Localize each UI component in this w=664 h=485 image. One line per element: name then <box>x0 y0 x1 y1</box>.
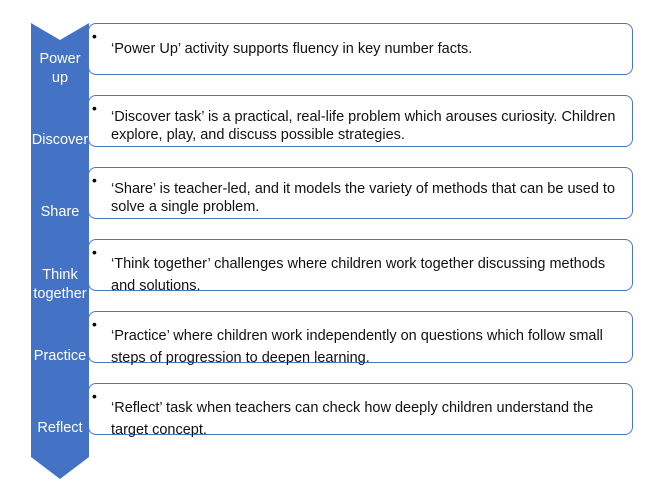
chevron-label-line: Think <box>42 267 78 283</box>
chevron-reflect <box>31 383 89 455</box>
chevron-practice <box>31 311 89 383</box>
step-reflect <box>0 383 664 455</box>
chevron-label-line: Discover <box>31 132 89 148</box>
step-share <box>0 167 664 239</box>
chevron-label <box>29 50 91 88</box>
step-description: ‘Discover task’ is a practical, real-life problem which arouses curiosity. Children explore, play, and discuss possible strategies. <box>111 109 616 143</box>
step-card <box>88 239 633 294</box>
bullet: • <box>92 316 97 332</box>
bullet: • <box>92 388 97 404</box>
step-card <box>88 383 633 438</box>
step-practice <box>0 311 664 383</box>
step-card <box>88 23 633 75</box>
step-think-together <box>0 239 664 311</box>
chevron-label-line: together <box>33 286 87 302</box>
chevron-label-line: Power <box>39 51 81 67</box>
bullet: • <box>92 172 97 188</box>
chevron-label-line: Practice <box>33 348 87 364</box>
step-card <box>88 95 633 147</box>
chevron-share <box>31 167 89 239</box>
step-description: ‘Think together’ challenges where children work together discussing methods and solutions. <box>111 256 606 294</box>
step-card <box>88 167 633 219</box>
chevron-label-line: up <box>51 70 69 86</box>
step-description: ‘Reflect’ task when teachers can check how deeply children understand the target concept. <box>111 400 594 438</box>
chevron-power-up <box>31 23 89 95</box>
bullet: • <box>92 100 97 116</box>
step-discover <box>0 95 664 167</box>
bullet: • <box>92 244 97 260</box>
chevron-label <box>29 347 91 366</box>
chevron-label <box>29 203 91 222</box>
step-card <box>88 311 633 366</box>
step-description: ‘Practice’ where children work independently on questions which follow small steps of progression to deepen learning. <box>111 328 603 366</box>
chevron-think-together <box>31 239 89 311</box>
chevron-label-line: Reflect <box>37 420 83 436</box>
chevron-label <box>29 266 91 304</box>
chevron-label-line: Share <box>40 204 80 220</box>
chevron-label <box>29 131 91 150</box>
step-description: ‘Power Up’ activity supports fluency in key number facts. <box>111 41 473 57</box>
bullet: • <box>92 28 97 44</box>
chevron-label <box>29 419 91 438</box>
step-power-up <box>0 23 664 95</box>
step-description: ‘Share’ is teacher-led, and it models the variety of methods that can be used to solve a single problem. <box>111 181 616 215</box>
chevron-discover <box>31 95 89 167</box>
